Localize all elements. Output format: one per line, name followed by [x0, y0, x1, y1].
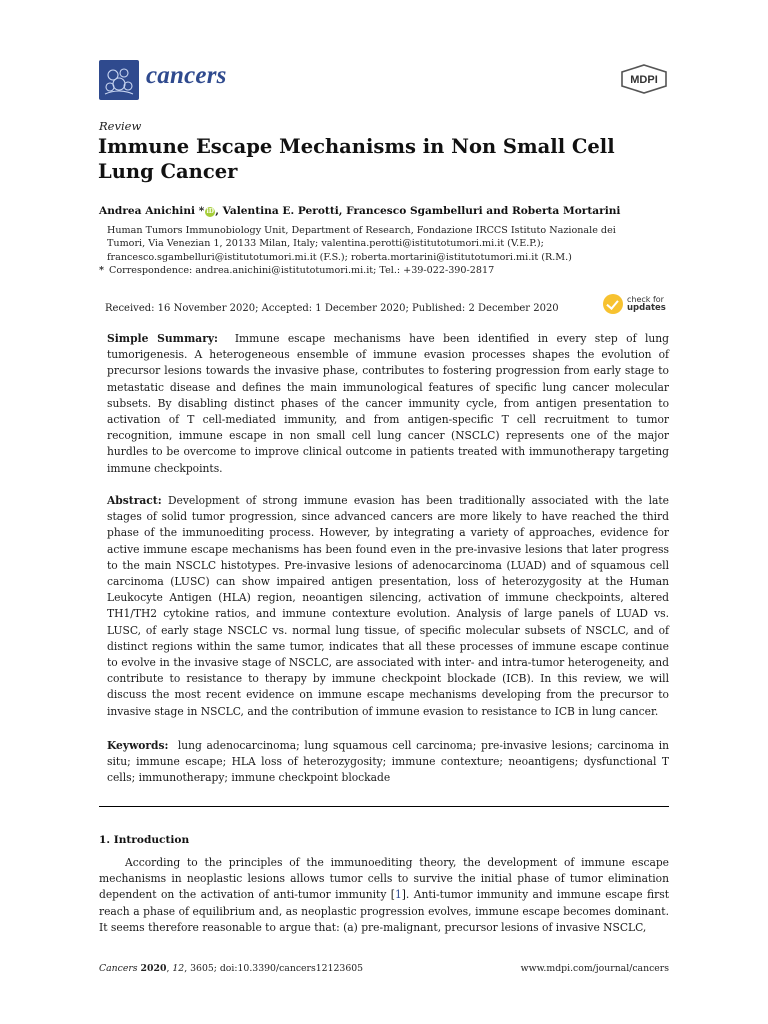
author-lead: Andrea Anichini * [99, 205, 205, 217]
publication-dates: Received: 16 November 2020; Accepted: 1 December 2020; Published: 2 December 2020 [105, 303, 559, 314]
title-line: Immune Escape Mechanisms in Non Small Cell [98, 135, 615, 158]
keywords-label: Keywords: [107, 739, 169, 752]
affiliation-line: Tumori, Via Venezian 1, 20133 Milan, Italy; valentina.perotti@istitutotumori.mi.it (V.E.P.); [107, 238, 544, 250]
journal-name: cancers [146, 62, 227, 89]
intro-text-continued: ]. Anti-tumor immunity and immune escape first reach a phase of equilibrium and, as neoplastic progression evolves, immune escape becomes dominant. It seems therefore reasonable to argue that: (a) pre-malignant, precursor lesions of invasive NSCLC, [99, 888, 669, 934]
section-heading: 1. Introduction [99, 834, 190, 846]
section-divider [99, 806, 669, 807]
footer-url[interactable]: www.mdpi.com/journal/cancers [520, 963, 669, 974]
correspondence-star: * [99, 265, 105, 277]
checkmark-icon [603, 294, 623, 314]
footer-doi: , 3605; doi:10.3390/cancers12123605 [184, 963, 364, 974]
author-rest: , Valentina E. Perotti, Francesco Sgambelluri and Roberta Mortarini [215, 205, 621, 217]
abstract-text: Development of strong immune evasion has been traditionally associated with the late stages of solid tumor progression, since advanced cancers are more likely to have reached the third phase of the immunoediting process. However, by integrating a variety of approaches, evidence for active immune escape mechanisms has been found even in the pre-invasive lesions that later progress to the main NSCLC histotypes. Pre-invasive lesions of adenocarcinoma (LUAD) and of squamous cell carcinoma (LUSC) can show impaired antigen presentation, loss of heterozygosity at the Human Leukocyte Antigen (HLA) region, neoantigen silencing, activation of immune checkpoints, altered TH1/TH2 cytokine ratios, and immune contexture evolution. Analysis of large panels of LUAD vs. LUSC, of early stage NSCLC vs. normal lung tissue, of specific molecular subsets of NSCLC, and of distinct regions within the same tumor, indicates that all these processes of immune escape continue to evolve in the invasive stage of NSCLC, are associated with inter- and intra-tumor heterogeneity, and contribute to resistance to therapy by immune checkpoint blockade (ICB). In this review, we will discuss the most recent evidence on immune escape mechanisms developing from the precursor to invasive stage in NSCLC, and the contribution of immune evasion to resistance to ICB in lung cancer. [107, 494, 669, 718]
affiliation-line: francesco.sgambelluri@istitutotumori.mi.it (F.S.); roberta.mortarini@istitutotumori.mi.it (R.M.) [107, 251, 572, 263]
keywords [107, 738, 669, 787]
affiliation-line: Human Tumors Immunobiology Unit, Department of Research, Fondazione IRCCS Istituto Nazionale dei [107, 225, 616, 236]
updates-badge-line2: updates [627, 303, 666, 313]
intro-text: According to the principles of the immunoediting theory, the development of immune escape mechanisms in neoplastic lesions allows tumor cells to survive the initial phase of tumor elimination dependent on the activation of anti-tumor immunity [ [99, 856, 669, 902]
keywords-text: lung adenocarcinoma; lung squamous cell carcinoma; pre-invasive lesions; carcinoma in situ; immune escape; HLA loss of heterozygosity; immune contexture; neoantigens; dysfunctional T cells; immunotherapy; immune checkpoint blockade [107, 739, 669, 785]
footer-volume: 12 [172, 963, 185, 974]
simple-summary-text: Immune escape mechanisms have been identified in every step of lung tumorigenesis. A heterogeneous ensemble of immune evasion processes shapes the evolution of precursor lesions towards the invasive phase, contributes to fostering progression from early stage to metastatic disease and defines the main immunological features of specific lung cancer molecular subsets. By disabling distinct phases of the cancer immunity cycle, from antigen presentation to activation of T cell-mediated immunity, and from antigen-specific T cell recruitment to tumor recognition, immune escape in non small cell lung cancer (NSCLC) represents one of the major hurdles to be overcome to improve clinical outcome in patients treated with immunotherapy targeting immune checkpoints. [107, 332, 669, 475]
article-title [98, 134, 658, 184]
abstract [107, 493, 669, 720]
footer-journal: Cancers [99, 963, 138, 974]
footer-citation: Cancers 2020, 12, 3605; doi:10.3390/cancers12123605 [99, 963, 364, 974]
article-type: Review [99, 119, 142, 133]
correspondence-line [99, 264, 665, 277]
publisher-name: MDPI [630, 74, 658, 86]
journal-header [99, 60, 669, 104]
title-line: Lung Cancer [98, 160, 238, 183]
updates-badge-line1: check for [627, 295, 664, 304]
simple-summary [107, 331, 669, 477]
correspondence-text: Correspondence: andrea.anichini@istitutotumori.mi.it; Tel.: +39-022-390-2817 [109, 265, 495, 277]
simple-summary-label: Simple Summary: [107, 332, 218, 345]
abstract-label: Abstract: [107, 494, 162, 507]
footer-year: 2020 [140, 963, 167, 974]
check-for-updates-badge[interactable] [603, 294, 671, 314]
mdpi-logo-icon [619, 64, 669, 94]
citation-link[interactable]: 1 [394, 888, 402, 902]
author-list [99, 205, 669, 217]
affiliations [99, 224, 665, 278]
orcid-icon[interactable]: iD [206, 208, 215, 215]
introduction-paragraph [99, 855, 669, 936]
journal-logo-icon [99, 60, 139, 100]
